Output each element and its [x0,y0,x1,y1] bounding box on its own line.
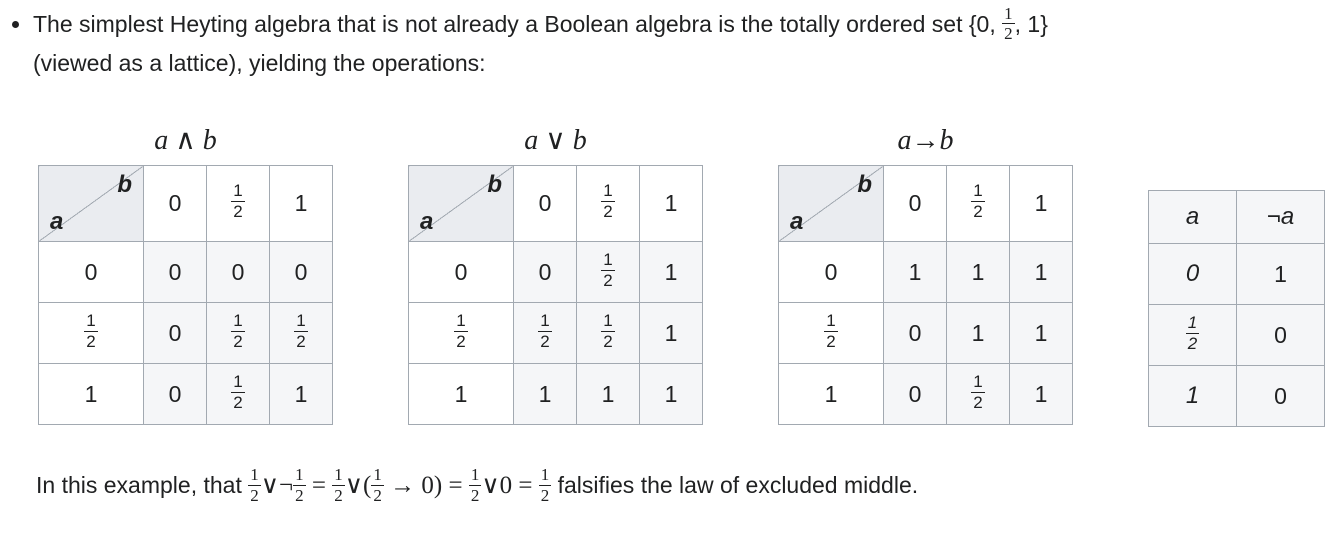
table-cell [577,303,640,364]
row-header-cell [779,242,884,303]
meet-table-block [38,123,333,425]
cell-value: 1 [1274,260,1287,287]
fraction-numerator: 1 [603,310,613,330]
cell-value: 1 [664,190,678,217]
cell-value: 0 [908,380,922,407]
fraction-one-half [971,373,984,412]
fraction-denominator: 2 [233,392,243,412]
table-cell [884,303,947,364]
fraction-numerator: 1 [603,249,613,269]
col-header-cell [514,166,577,242]
math-variable: b [572,125,587,157]
corner-row-variable: a [790,208,804,236]
cell-value: 1 [454,380,468,407]
fraction-one-half [1002,5,1015,44]
fraction-denominator: 2 [373,485,382,505]
cell-value: 0 [294,258,308,285]
header-row [39,166,333,242]
row-header-cell [1149,366,1237,427]
fraction-denominator: 2 [250,485,259,505]
text-run: , 1} [1014,11,1048,37]
cell-value: 1 [908,258,922,285]
text-run: falsifies the law of excluded middle. [551,472,919,499]
fraction-numerator: 1 [334,464,343,484]
corner-row-variable: a [420,208,434,236]
table-row [409,242,703,303]
math-operator: = [305,472,333,500]
col-header-cell [947,166,1010,242]
cell-value: 1 [664,319,678,346]
cell-value: 0 [168,319,182,346]
cell-value: 1 [971,258,985,285]
cell-value: 1 [1034,258,1048,285]
fraction-denominator: 2 [1187,333,1198,353]
table-cell [577,364,640,425]
fraction-one-half [371,466,384,505]
text-run: In this example, that [36,472,249,499]
table-cell [207,303,270,364]
cell-value: 0 [454,258,468,285]
cell-value: 1 [664,258,678,285]
table-cell [1237,366,1325,427]
math-operator: → [911,125,940,157]
cell-value: 1 [971,319,985,346]
cell-value: 1 [538,380,552,407]
fraction-denominator: 2 [973,392,983,412]
fraction-one-half [454,312,467,351]
fraction-one-half [293,466,306,505]
table-cell [884,242,947,303]
fraction-denominator: 2 [296,331,306,351]
fraction-denominator: 2 [603,270,613,290]
footer-paragraph [36,464,1341,506]
fraction-one-half [824,312,837,351]
meet-table-caption [38,123,333,157]
fraction-numerator: 1 [373,464,382,484]
meet-table [38,165,333,425]
fraction-one-half [1186,314,1199,353]
fraction-numerator: 1 [540,310,550,330]
table-cell [1010,242,1073,303]
table-row [39,242,333,303]
corner-col-variable: b [117,171,132,199]
row-header-cell [779,364,884,425]
fraction-numerator: 1 [470,464,480,484]
table-cell [514,303,577,364]
fraction-one-half [601,312,614,351]
fraction-one-half [469,466,482,505]
header-label: ¬a [1266,203,1295,231]
cell-value: 1 [1185,382,1200,410]
math-operator: → 0) = [383,472,469,500]
fraction-numerator: 1 [826,310,836,330]
cell-value: 1 [601,380,615,407]
corner-header-cell [779,166,884,242]
table-cell [144,364,207,425]
cell-value: 1 [1034,190,1048,217]
text-run: (viewed as a lattice), yielding the operations: [33,50,486,77]
table-cell [270,303,333,364]
join-table-block [408,123,703,425]
fraction-numerator: 1 [233,310,243,330]
col-header-cell [884,166,947,242]
fraction-denominator: 2 [470,485,480,505]
fraction-one-half [538,312,551,351]
cell-value: 0 [168,258,182,285]
cell-value: 0 [231,258,245,285]
text-run: The simplest Heyting algebra that is not already a Boolean algebra is the totally ordered set {0, [33,11,1003,37]
cell-value: 0 [1274,321,1287,348]
fraction-denominator: 2 [334,485,343,505]
table-row [409,364,703,425]
corner-header-cell [409,166,514,242]
row-header-cell [1149,244,1237,305]
col-header-cell [144,166,207,242]
row-header-cell [779,303,884,364]
fraction-numerator: 1 [233,371,243,391]
row-header-cell [39,364,144,425]
cell-value: 1 [294,190,308,217]
fraction-denominator: 2 [456,331,466,351]
cell-value: 0 [1185,260,1200,288]
col-header-cell [270,166,333,242]
join-table-caption [408,123,703,157]
fraction-denominator: 2 [233,202,243,222]
corner-col-variable: b [857,171,872,199]
fraction-numerator: 1 [296,310,306,330]
cell-value: 1 [664,380,678,407]
table-row [1149,305,1325,366]
cell-value: 0 [538,258,552,285]
bullet-list [0,3,1341,81]
cell-value: 1 [824,380,838,407]
header-row [779,166,1073,242]
fraction-one-half [601,251,614,290]
negation-table [1148,190,1325,427]
col-header-cell [1010,166,1073,242]
fraction-numerator: 1 [603,181,613,201]
table-cell [1010,303,1073,364]
fraction-denominator: 2 [233,331,243,351]
table-cell [207,242,270,303]
col-header-cell [640,166,703,242]
table-cell [640,242,703,303]
fraction-numerator: 1 [1004,3,1013,23]
article-content [0,3,1341,557]
table-cell [270,242,333,303]
math-operator: ∨0 = [481,472,539,500]
table-cell [640,303,703,364]
fraction-one-half [601,182,614,221]
corner-col-variable: b [487,171,502,199]
fraction-one-half [84,312,97,351]
cell-value: 0 [824,258,838,285]
table-cell [514,364,577,425]
row-header-cell [409,242,514,303]
table-cell [270,364,333,425]
table-cell [947,242,1010,303]
implication-table [778,165,1073,425]
math-variable: b [939,125,954,157]
table-cell [1237,305,1325,366]
negation-table-block [1148,190,1325,427]
fraction-denominator: 2 [973,202,983,222]
col-header-cell [1237,191,1325,244]
table-cell [514,242,577,303]
cell-value: 0 [538,190,552,217]
fraction-one-half [294,312,307,351]
table-cell [1010,364,1073,425]
table-cell [947,303,1010,364]
cell-value: 1 [294,380,308,407]
table-cell [144,303,207,364]
math-operator: ∨ [538,125,573,157]
col-header-cell [1149,191,1237,244]
table-row [1149,366,1325,427]
row-header-cell [409,364,514,425]
table-row [1149,244,1325,305]
fraction-numerator: 1 [540,464,550,484]
table-row [779,303,1073,364]
table-cell [577,242,640,303]
table-cell [207,364,270,425]
table-cell [1237,244,1325,305]
col-header-cell [207,166,270,242]
table-row [779,364,1073,425]
fraction-numerator: 1 [233,181,243,201]
fraction-denominator: 2 [86,331,96,351]
table-row [39,364,333,425]
fraction-numerator: 1 [295,464,304,484]
fraction-one-half [332,466,345,505]
math-operator: ∨¬ [260,472,294,500]
fraction-one-half [231,373,244,412]
table-row [779,242,1073,303]
cell-value: 0 [168,380,182,407]
cell-value: 0 [1274,382,1287,409]
fraction-denominator: 2 [540,331,550,351]
row-header-cell [409,303,514,364]
cell-value: 0 [168,190,182,217]
math-variable: a [154,125,169,157]
math-operator: ∨( [344,472,372,500]
fraction-denominator: 2 [1004,24,1013,44]
cell-value: 1 [84,380,98,407]
table-cell [947,364,1010,425]
header-row [409,166,703,242]
header-label: a [1185,203,1200,231]
cell-value: 0 [84,258,98,285]
cell-value: 0 [908,319,922,346]
row-header-cell [1149,305,1237,366]
implication-table-caption [778,123,1073,157]
fraction-one-half [971,182,984,221]
fraction-numerator: 1 [1187,312,1198,332]
table-row [39,303,333,364]
fraction-one-half [231,312,244,351]
fraction-denominator: 2 [295,485,304,505]
fraction-one-half [248,466,261,505]
fraction-denominator: 2 [826,331,836,351]
fraction-numerator: 1 [973,371,983,391]
fraction-denominator: 2 [603,202,613,222]
math-variable: a [524,125,539,157]
math-operator: ∧ [168,125,203,157]
table-cell [144,242,207,303]
intro-paragraph [33,3,1341,81]
cell-value: 1 [1034,380,1048,407]
fraction-one-half [539,466,552,505]
row-header-cell [39,242,144,303]
fraction-denominator: 2 [603,331,613,351]
fraction-numerator: 1 [973,181,983,201]
cell-value: 0 [908,190,922,217]
math-variable: a [897,125,912,157]
corner-header-cell [39,166,144,242]
math-variable: b [202,125,217,157]
row-header-cell [39,303,144,364]
table-cell [884,364,947,425]
operation-tables-row [38,123,1341,427]
fraction-denominator: 2 [540,485,550,505]
table-cell [640,364,703,425]
implication-table-block [778,123,1073,425]
fraction-numerator: 1 [86,310,96,330]
join-table [408,165,703,425]
header-row [1149,191,1325,244]
corner-row-variable: a [50,208,64,236]
cell-value: 1 [1034,319,1048,346]
fraction-one-half [231,182,244,221]
col-header-cell [577,166,640,242]
table-row [409,303,703,364]
fraction-numerator: 1 [250,464,259,484]
fraction-numerator: 1 [456,310,466,330]
